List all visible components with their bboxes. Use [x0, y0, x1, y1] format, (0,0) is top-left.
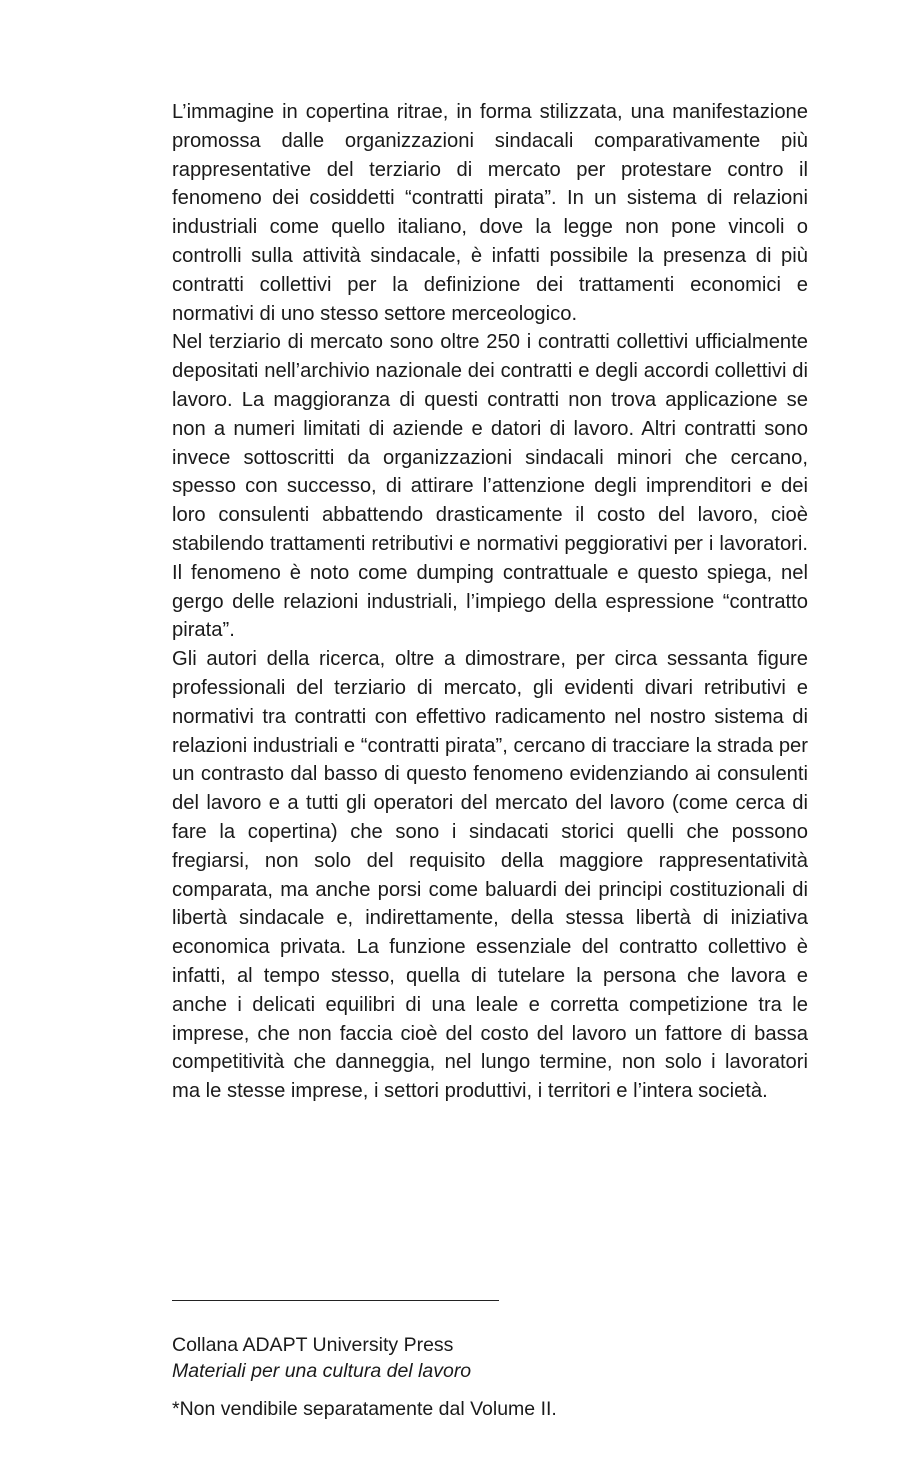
sale-note: *Non vendibile separatamente dal Volume II.: [172, 1398, 557, 1420]
paragraph-tertiary-contracts: Nel terziario di mercato sono oltre 250 i contratti collettivi ufficialmente depositati nell’archivio nazionale dei contratti e degli accordi collettivi di lavoro. La maggioranza di questi contratti non trova applicazione se non a numeri limitati di aziende e datori di lavoro. Altri contratti sono invece sottoscritti da organizzazioni sindacali minori che cercano, spesso con successo, di attirare l’attenzione degli imprenditori e dei loro consulenti abbattendo drasticamente il costo del lavoro, cioè stabilendo trattamenti retributivi e normativi peggiorativi per i lavoratori. Il fenomeno è noto come dumping contrattuale e questo spiega, nel gergo delle relazioni industriali, l’impiego della espressione “contratto pirata”.: [172, 331, 808, 642]
series-subtitle: Materiali per una cultura del lavoro: [172, 1360, 472, 1382]
footer-divider: [172, 1300, 499, 1301]
body-text: [172, 98, 808, 1106]
footer: [172, 1332, 808, 1422]
series-name: Collana ADAPT University Press: [172, 1334, 454, 1356]
paragraph-cover-description: L’immagine in copertina ritrae, in forma stilizzata, una manifestazione promossa dalle organizzazioni sindacali comparativamente più rappresentative del terziario di mercato per protestare contro il fenomeno dei cosiddetti “contratti pirata”. In un sistema di relazioni industriali come quello italiano, dove la legge non pone vincoli o controlli sulla attività sindacale, è infatti possibile la presenza di più contratti collettivi per la definizione dei trattamenti economici e normativi di uno stesso settore merceologico.: [172, 101, 808, 325]
paragraph-authors-research: Gli autori della ricerca, oltre a dimostrare, per circa sessanta figure professionali del terziario di mercato, gli evidenti divari retributivi e normativi tra contratti con effettivo radicamento nel nostro sistema di relazioni industriali e “contratti pirata”, cercano di tracciare la strada per un contrasto dal basso di questo fenomeno evidenziando ai consulenti del lavoro e a tutti gli operatori del mercato del lavoro (come cerca di fare la copertina) che sono i sindacati storici quelli che possono fregiarsi, non solo del requisito della maggiore rappresentatività comparata, ma anche porsi come baluardi dei principi costituzionali di libertà sindacale e, indirettamente, della stessa libertà di iniziativa economica privata. La funzione essenziale del contratto collettivo è infatti, al tempo stesso, quella di tutelare la persona che lavora e anche i delicati equilibri di una leale e corretta competizione tra le imprese, che non faccia cioè del costo del lavoro un fattore di bassa competitività che danneggia, nel lungo termine, non solo i lavoratori ma le stesse imprese, i settori produttivi, i territori e l’intera società.: [172, 648, 808, 1103]
